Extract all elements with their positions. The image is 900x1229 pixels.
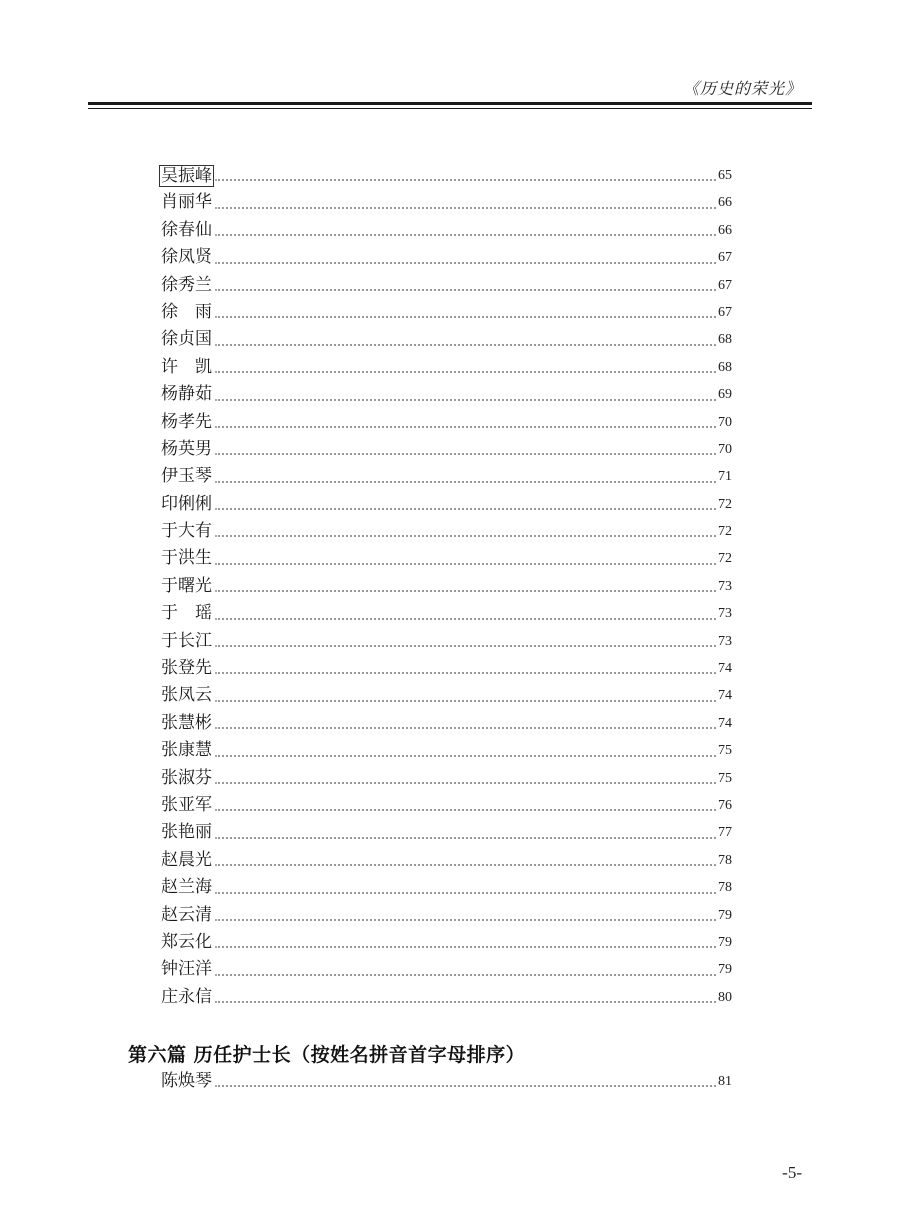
dot-leader [215, 728, 716, 729]
dot-leader [215, 563, 716, 564]
toc-entry-page: 79 [718, 962, 732, 978]
dot-leader [215, 755, 716, 756]
toc-entry-page: 79 [718, 907, 732, 923]
toc-entry-name: 印俐俐 [161, 493, 212, 514]
section-heading: 第六篇 历任护士长（按姓名拼音首字母排序） [128, 1044, 526, 1066]
toc-entry[interactable] [160, 1068, 732, 1095]
toc-entry-name: 于曙光 [161, 575, 212, 596]
toc-entry[interactable] [160, 189, 732, 216]
toc-list-section-six [160, 1068, 732, 1095]
toc-entry[interactable] [160, 409, 732, 436]
toc-entry-page: 70 [718, 441, 732, 457]
dot-leader [215, 536, 716, 537]
toc-entry[interactable] [160, 682, 732, 709]
toc-entry[interactable] [160, 792, 732, 819]
toc-entry-page: 73 [718, 578, 732, 594]
toc-entry-name: 张康慧 [161, 740, 212, 761]
toc-entry[interactable] [160, 902, 732, 929]
toc-entry-name: 陈焕琴 [161, 1070, 212, 1091]
toc-entry-name: 杨静茹 [161, 384, 212, 405]
toc-entry-name: 张登先 [161, 658, 212, 679]
toc-entry[interactable] [160, 354, 732, 381]
toc-entry-name: 肖丽华 [161, 192, 212, 213]
toc-entry-page: 78 [718, 880, 732, 896]
dot-leader [215, 865, 716, 866]
toc-entry-page: 74 [718, 688, 732, 704]
toc-entry-page: 67 [718, 277, 732, 293]
dot-leader [215, 180, 716, 181]
dot-leader [215, 892, 716, 893]
toc-entry[interactable] [160, 710, 732, 737]
toc-entry[interactable] [160, 819, 732, 846]
toc-entry-page: 72 [718, 551, 732, 567]
toc-entry[interactable] [160, 299, 732, 326]
toc-entry-name: 许 凯 [161, 356, 212, 377]
dot-leader [215, 235, 716, 236]
toc-entry-page: 74 [718, 715, 732, 731]
toc-entry[interactable] [160, 628, 732, 655]
toc-entry-name: 徐春仙 [161, 219, 212, 240]
toc-entry-page: 79 [718, 934, 732, 950]
toc-entry[interactable] [160, 272, 732, 299]
toc-entry-name: 于洪生 [161, 548, 212, 569]
toc-entry-name: 伊玉琴 [161, 466, 212, 487]
toc-entry[interactable] [160, 956, 732, 983]
toc-entry[interactable] [160, 765, 732, 792]
toc-entry[interactable] [160, 655, 732, 682]
toc-entry[interactable] [160, 984, 732, 1011]
toc-entry-name: 钟汪洋 [161, 959, 212, 980]
toc-entry-name: 杨英男 [161, 438, 212, 459]
toc-entry[interactable] [160, 463, 732, 490]
toc-entry[interactable] [160, 545, 732, 572]
toc-entry-page: 66 [718, 195, 732, 211]
dot-leader [215, 919, 716, 920]
toc-entry-page: 68 [718, 359, 732, 375]
toc-entry-name: 于 瑶 [161, 603, 212, 624]
running-header-title: 《历史的荣光》 [682, 79, 802, 98]
toc-entry-page: 78 [718, 852, 732, 868]
toc-entry-page: 67 [718, 250, 732, 266]
toc-entry[interactable] [160, 929, 732, 956]
dot-leader [215, 317, 716, 318]
toc-entry-page: 77 [718, 825, 732, 841]
dot-leader [215, 454, 716, 455]
toc-entry-name: 张慧彬 [161, 712, 212, 733]
toc-entry-name: 赵云清 [161, 904, 212, 925]
dot-leader [215, 372, 716, 373]
dot-leader [215, 207, 716, 208]
toc-entry[interactable] [160, 491, 732, 518]
header-rule-thick [88, 102, 812, 105]
toc-entry[interactable] [160, 518, 732, 545]
toc-entry-page: 73 [718, 606, 732, 622]
toc-entry[interactable] [160, 217, 732, 244]
toc-entry-name: 于长江 [161, 630, 212, 651]
toc-entry[interactable] [160, 874, 732, 901]
dot-leader [215, 1086, 716, 1087]
dot-leader [215, 947, 716, 948]
toc-entry[interactable] [160, 244, 732, 271]
toc-entry[interactable] [160, 600, 732, 627]
toc-entry-page: 68 [718, 332, 732, 348]
dot-leader [215, 618, 716, 619]
toc-entry-page: 70 [718, 414, 732, 430]
toc-entry[interactable] [160, 737, 732, 764]
toc-entry-page: 75 [718, 770, 732, 786]
toc-entry[interactable] [160, 381, 732, 408]
toc-entry-name: 徐凤贤 [161, 247, 212, 268]
dot-leader [215, 837, 716, 838]
toc-entry[interactable] [160, 326, 732, 353]
toc-entry-page: 67 [718, 304, 732, 320]
dot-leader [215, 399, 716, 400]
dot-leader [215, 1002, 716, 1003]
toc-entry-page: 74 [718, 661, 732, 677]
toc-entry-name: 张淑芬 [161, 767, 212, 788]
toc-entry-page: 80 [718, 989, 732, 1005]
toc-entry[interactable] [160, 162, 732, 189]
toc-entry-name: 张凤云 [161, 685, 212, 706]
toc-list [160, 162, 732, 1011]
dot-leader [215, 974, 716, 975]
dot-leader [215, 481, 716, 482]
toc-entry[interactable] [160, 847, 732, 874]
toc-entry-name: 徐贞国 [161, 329, 212, 350]
toc-entry-name: 于大有 [161, 521, 212, 542]
dot-leader [215, 645, 716, 646]
toc-entry-page: 81 [718, 1073, 732, 1089]
toc-entry-name: 徐秀兰 [161, 274, 212, 295]
dot-leader [215, 700, 716, 701]
toc-entry[interactable] [160, 436, 732, 463]
dot-leader [215, 508, 716, 509]
dot-leader [215, 591, 716, 592]
toc-entry-name: 赵晨光 [161, 849, 212, 870]
toc-entry-name: 庄永信 [161, 986, 212, 1007]
toc-entry-name: 张艳丽 [161, 822, 212, 843]
dot-leader [215, 344, 716, 345]
toc-entry-page: 66 [718, 222, 732, 238]
header-rule-thin [88, 108, 812, 109]
dot-leader [215, 262, 716, 263]
toc-entry-page: 72 [718, 496, 732, 512]
toc-entry-page: 65 [718, 167, 732, 183]
page-number: -5- [782, 1163, 802, 1182]
toc-entry-page: 71 [718, 469, 732, 485]
dot-leader [215, 289, 716, 290]
toc-entry-page: 73 [718, 633, 732, 649]
dot-leader [215, 782, 716, 783]
toc-entry-page: 72 [718, 524, 732, 540]
dot-leader [215, 673, 716, 674]
toc-entry-page: 76 [718, 797, 732, 813]
toc-entry-name: 吴振峰 [161, 166, 212, 187]
toc-entry-name: 郑云化 [161, 931, 212, 952]
dot-leader [215, 810, 716, 811]
dot-leader [215, 426, 716, 427]
toc-entry-name: 赵兰海 [161, 877, 212, 898]
toc-entry[interactable] [160, 573, 732, 600]
toc-entry-name: 杨孝先 [161, 411, 212, 432]
toc-entry-page: 69 [718, 387, 732, 403]
toc-entry-name: 张亚军 [161, 794, 212, 815]
toc-entry-name: 徐 雨 [161, 301, 212, 322]
toc-entry-page: 75 [718, 743, 732, 759]
